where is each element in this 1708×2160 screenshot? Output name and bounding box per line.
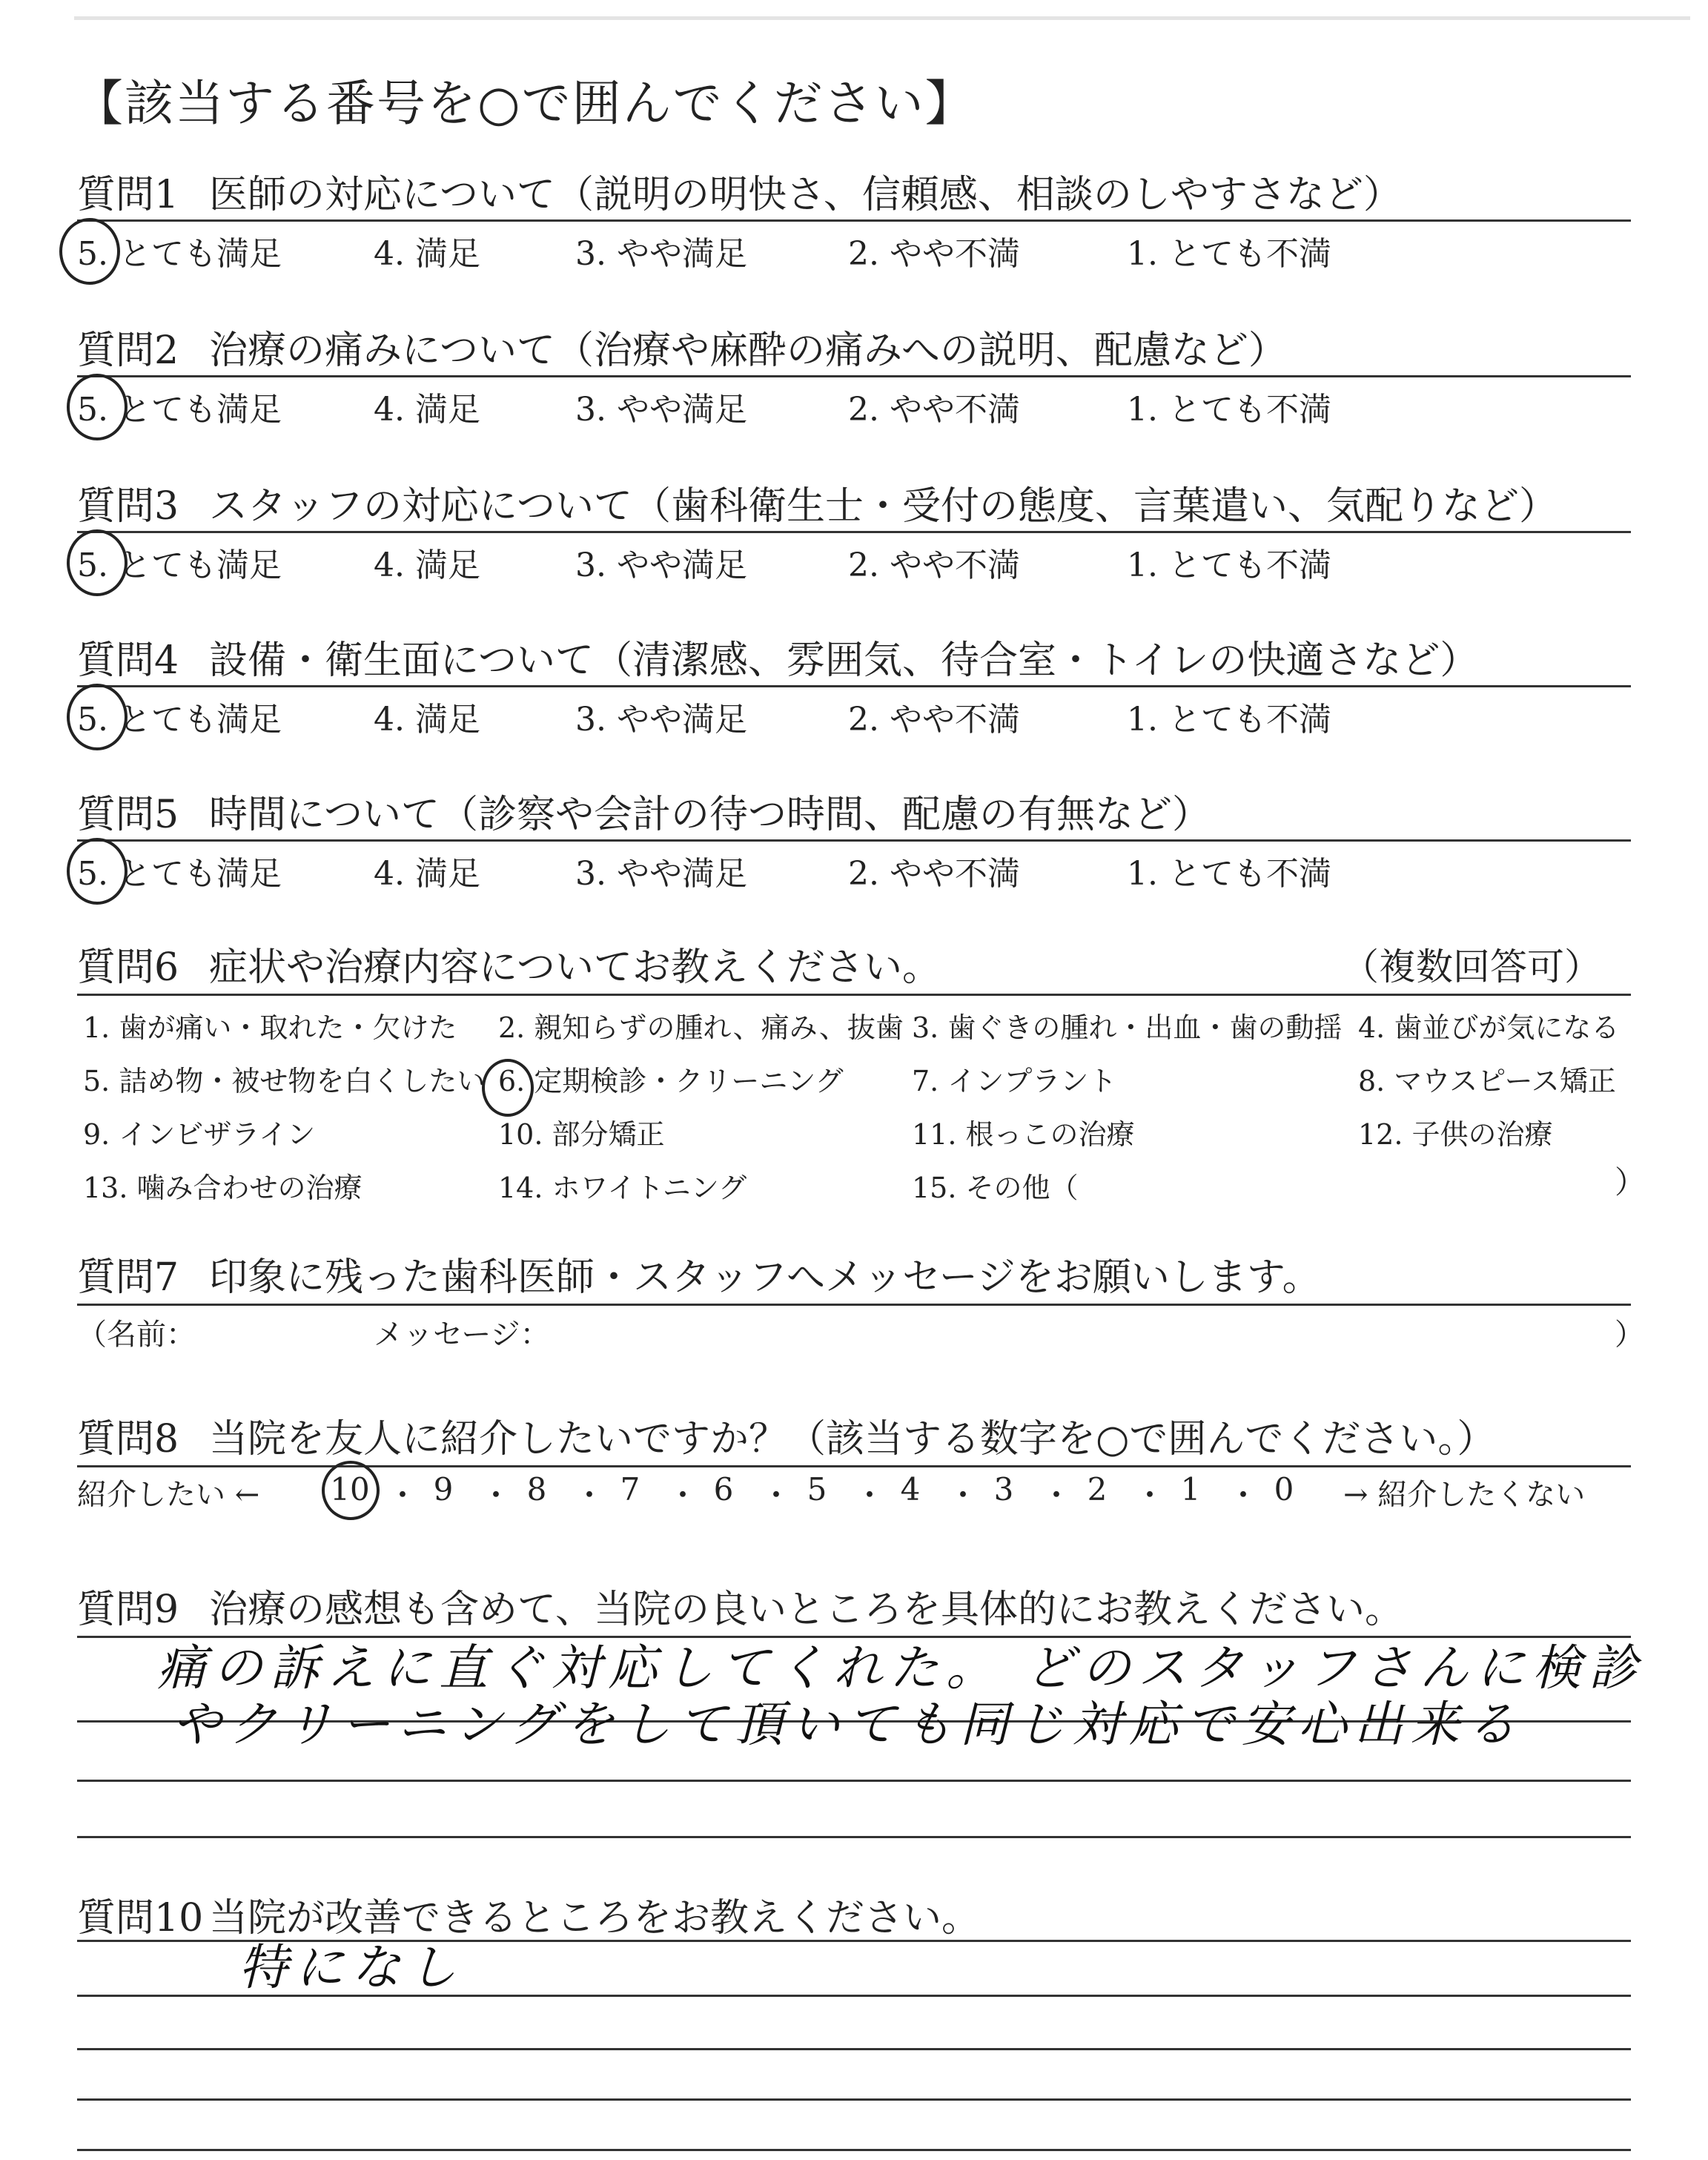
q2-option-2[interactable]: 2. やや不満 xyxy=(848,391,1020,429)
q8-scale-9[interactable]: 9 xyxy=(433,1471,454,1507)
q6-option-12[interactable]: 12. 子供の治療 xyxy=(1358,1118,1553,1151)
q3-option-3[interactable]: 3. やや満足 xyxy=(575,546,747,584)
q6-close-paren: ） xyxy=(1615,1164,1646,1200)
q8-selected-circle xyxy=(322,1461,380,1520)
q1-option-3[interactable]: 3. やや満足 xyxy=(575,235,747,273)
q6-option-5[interactable]: 5. 詰め物・被せ物を白くしたい xyxy=(83,1065,486,1097)
q7-rule xyxy=(77,1304,1631,1306)
q4-text: 設備・衛生面について（清潔感、雰囲気、待合室・トイレの快適さなど） xyxy=(209,638,1479,683)
q8-text: 当院を友人に紹介したいですか？（該当する数字を○で囲んでください。） xyxy=(209,1417,1496,1462)
q5-title xyxy=(77,783,1211,839)
q8-separator: ・ xyxy=(1041,1477,1073,1513)
q10-line-5 xyxy=(77,2149,1631,2151)
q4-number: 質問4 xyxy=(77,638,179,683)
q8-separator: ・ xyxy=(387,1477,419,1513)
q8-separator: ・ xyxy=(667,1477,699,1513)
q4-options xyxy=(77,693,1631,737)
q2-option-5[interactable]: 5. とても満足 xyxy=(77,391,282,429)
q8-right-label: → 紹介したくない xyxy=(1343,1478,1586,1512)
q8-separator: ・ xyxy=(480,1477,512,1513)
q5-option-2[interactable]: 2. やや不満 xyxy=(848,855,1020,893)
q1-options xyxy=(77,227,1631,271)
q8-scale-5[interactable]: 5 xyxy=(807,1471,827,1507)
q8-scale-6[interactable]: 6 xyxy=(713,1471,734,1507)
q10-text: 当院が改善できるところをお教えください。 xyxy=(209,1896,981,1941)
q7-number: 質問7 xyxy=(77,1255,179,1300)
q3-title xyxy=(77,475,1558,530)
q10-title xyxy=(77,1886,980,1942)
q10-number: 質問10 xyxy=(77,1896,204,1941)
q5-options xyxy=(77,847,1631,891)
q8-scale-4[interactable]: 4 xyxy=(900,1471,921,1507)
q8-scale-10[interactable]: 10 xyxy=(330,1471,370,1507)
q1-option-1[interactable]: 1. とても不満 xyxy=(1127,235,1331,273)
q10-line-3 xyxy=(77,2048,1631,2050)
q9-answer-line-2: やクリーニングをして頂いても同じ対応で安心出来る xyxy=(172,1696,1523,1753)
q1-option-4[interactable]: 4. 満足 xyxy=(374,235,480,273)
q8-rule xyxy=(77,1465,1631,1467)
q7-name-label: （名前： xyxy=(77,1318,196,1352)
q2-option-4[interactable]: 4. 満足 xyxy=(374,391,480,429)
q1-selected-circle xyxy=(59,218,120,285)
q8-separator: ・ xyxy=(854,1477,886,1513)
q5-option-4[interactable]: 4. 満足 xyxy=(374,855,480,893)
q6-option-7[interactable]: 7. インプラント xyxy=(912,1065,1117,1097)
q8-left-label: 紹介したい ← xyxy=(77,1478,260,1512)
q5-text: 時間について（診察や会計の待つ時間、配慮の有無など） xyxy=(209,793,1211,837)
q4-option-1[interactable]: 1. とても不満 xyxy=(1127,701,1331,739)
q9-line-3 xyxy=(77,1780,1631,1782)
q7-message-label: メッセージ： xyxy=(374,1318,550,1352)
q1-number: 質問1 xyxy=(77,173,179,217)
q4-option-5[interactable]: 5. とても満足 xyxy=(77,701,282,739)
q1-option-2[interactable]: 2. やや不満 xyxy=(848,235,1020,273)
q1-title xyxy=(77,163,1402,219)
q6-option-9[interactable]: 9. インビザライン xyxy=(83,1118,316,1151)
q6-number: 質問6 xyxy=(77,945,179,990)
q6-option-8[interactable]: 8. マウスピース矯正 xyxy=(1358,1065,1616,1097)
q6-option-4[interactable]: 4. 歯並びが気になる xyxy=(1358,1011,1620,1044)
q5-option-1[interactable]: 1. とても不満 xyxy=(1127,855,1331,893)
form-title: 【該当する番号を○で囲んでください】 xyxy=(74,75,976,132)
q4-selected-circle xyxy=(67,684,128,750)
q8-scale-0[interactable]: 0 xyxy=(1274,1471,1294,1507)
q6-option-1[interactable]: 1. 歯が痛い・取れた・欠けた xyxy=(83,1011,457,1044)
q2-rule xyxy=(77,375,1631,377)
q9-answer-line-1: 痛の訴えに直ぐ対応してくれた。 どのスタッフさんに検診 xyxy=(157,1639,1645,1697)
q2-text: 治療の痛みについて（治療や麻酔の痛みへの説明、配慮など） xyxy=(209,328,1287,373)
q2-title xyxy=(77,319,1287,374)
q6-option-6[interactable]: 6. 定期検診・クリーニング xyxy=(498,1065,844,1097)
q5-option-3[interactable]: 3. やや満足 xyxy=(575,855,747,893)
q8-separator: ・ xyxy=(574,1477,606,1513)
q6-option-2[interactable]: 2. 親知らずの腫れ、痛み、抜歯 xyxy=(498,1011,904,1044)
q6-option-13[interactable]: 13. 噛み合わせの治療 xyxy=(83,1172,363,1204)
q6-text: 症状や治療内容についてお教えください。 xyxy=(209,945,941,990)
q3-option-5[interactable]: 5. とても満足 xyxy=(77,546,282,584)
q4-option-3[interactable]: 3. やや満足 xyxy=(575,701,747,739)
q7-title xyxy=(77,1246,1321,1301)
q5-number: 質問5 xyxy=(77,793,179,837)
q4-rule xyxy=(77,685,1631,687)
q6-selected-circle xyxy=(482,1059,534,1117)
q4-option-4[interactable]: 4. 満足 xyxy=(374,701,480,739)
q1-text: 医師の対応について（説明の明快さ、信頼感、相談のしやすさなど） xyxy=(209,173,1402,217)
q6-note: （複数回答可） xyxy=(1342,945,1601,988)
q8-separator: ・ xyxy=(1134,1477,1166,1513)
q1-rule xyxy=(77,219,1631,222)
q8-scale-3[interactable]: 3 xyxy=(993,1471,1014,1507)
q4-option-2[interactable]: 2. やや不満 xyxy=(848,701,1020,739)
q8-title xyxy=(77,1407,1495,1463)
q6-option-3[interactable]: 3. 歯ぐきの腫れ・出血・歯の動揺 xyxy=(912,1011,1343,1044)
q2-option-1[interactable]: 1. とても不満 xyxy=(1127,391,1331,429)
q6-option-14[interactable]: 14. ホワイトニング xyxy=(498,1172,747,1204)
q4-title xyxy=(77,629,1478,684)
q3-options xyxy=(77,538,1631,583)
q2-option-3[interactable]: 3. やや満足 xyxy=(575,391,747,429)
q6-title xyxy=(77,936,941,991)
q8-number: 質問8 xyxy=(77,1417,179,1462)
q3-option-4[interactable]: 4. 満足 xyxy=(374,546,480,584)
q6-option-15[interactable]: 15. その他（ xyxy=(912,1172,1079,1204)
q9-line-4 xyxy=(77,1836,1631,1838)
q8-scale-8[interactable]: 8 xyxy=(526,1471,547,1507)
q10-line-4 xyxy=(77,2098,1631,2101)
q1-option-5[interactable]: 5. とても満足 xyxy=(77,235,282,273)
q5-option-5[interactable]: 5. とても満足 xyxy=(77,855,282,893)
q7-text: 印象に残った歯科医師・スタッフへメッセージをお願いします。 xyxy=(209,1255,1321,1300)
q3-selected-circle xyxy=(67,529,128,596)
q9-title xyxy=(77,1578,1403,1634)
q8-separator: ・ xyxy=(761,1477,792,1513)
q8-scale-2[interactable]: 2 xyxy=(1087,1471,1108,1507)
q3-number: 質問3 xyxy=(77,484,179,529)
q2-options xyxy=(77,383,1631,427)
q5-selected-circle xyxy=(67,838,128,905)
q8-separator: ・ xyxy=(947,1477,979,1513)
q8-separator: ・ xyxy=(1228,1477,1260,1513)
q3-option-1[interactable]: 1. とても不満 xyxy=(1127,546,1331,584)
q8-scale-7[interactable]: 7 xyxy=(620,1471,640,1507)
q5-rule xyxy=(77,839,1631,842)
q3-option-2[interactable]: 2. やや不満 xyxy=(848,546,1020,584)
q6-option-11[interactable]: 11. 根っこの治療 xyxy=(912,1118,1135,1151)
q9-text: 治療の感想も含めて、当院の良いところを具体的にお教えください。 xyxy=(209,1588,1403,1632)
q3-rule xyxy=(77,531,1631,533)
top-border xyxy=(74,16,1690,20)
q7-close-paren: ） xyxy=(1615,1318,1644,1352)
q9-number: 質問9 xyxy=(77,1588,179,1632)
q6-rule xyxy=(77,994,1631,996)
q10-answer-line-1: 特になし xyxy=(239,1939,464,1996)
q2-selected-circle xyxy=(67,374,128,440)
q3-text: スタッフの対応について（歯科衛生士・受付の態度、言葉遣い、気配りなど） xyxy=(209,484,1558,529)
q2-number: 質問2 xyxy=(77,328,179,373)
q6-option-10[interactable]: 10. 部分矯正 xyxy=(498,1118,665,1151)
q8-scale-1[interactable]: 1 xyxy=(1180,1471,1201,1507)
